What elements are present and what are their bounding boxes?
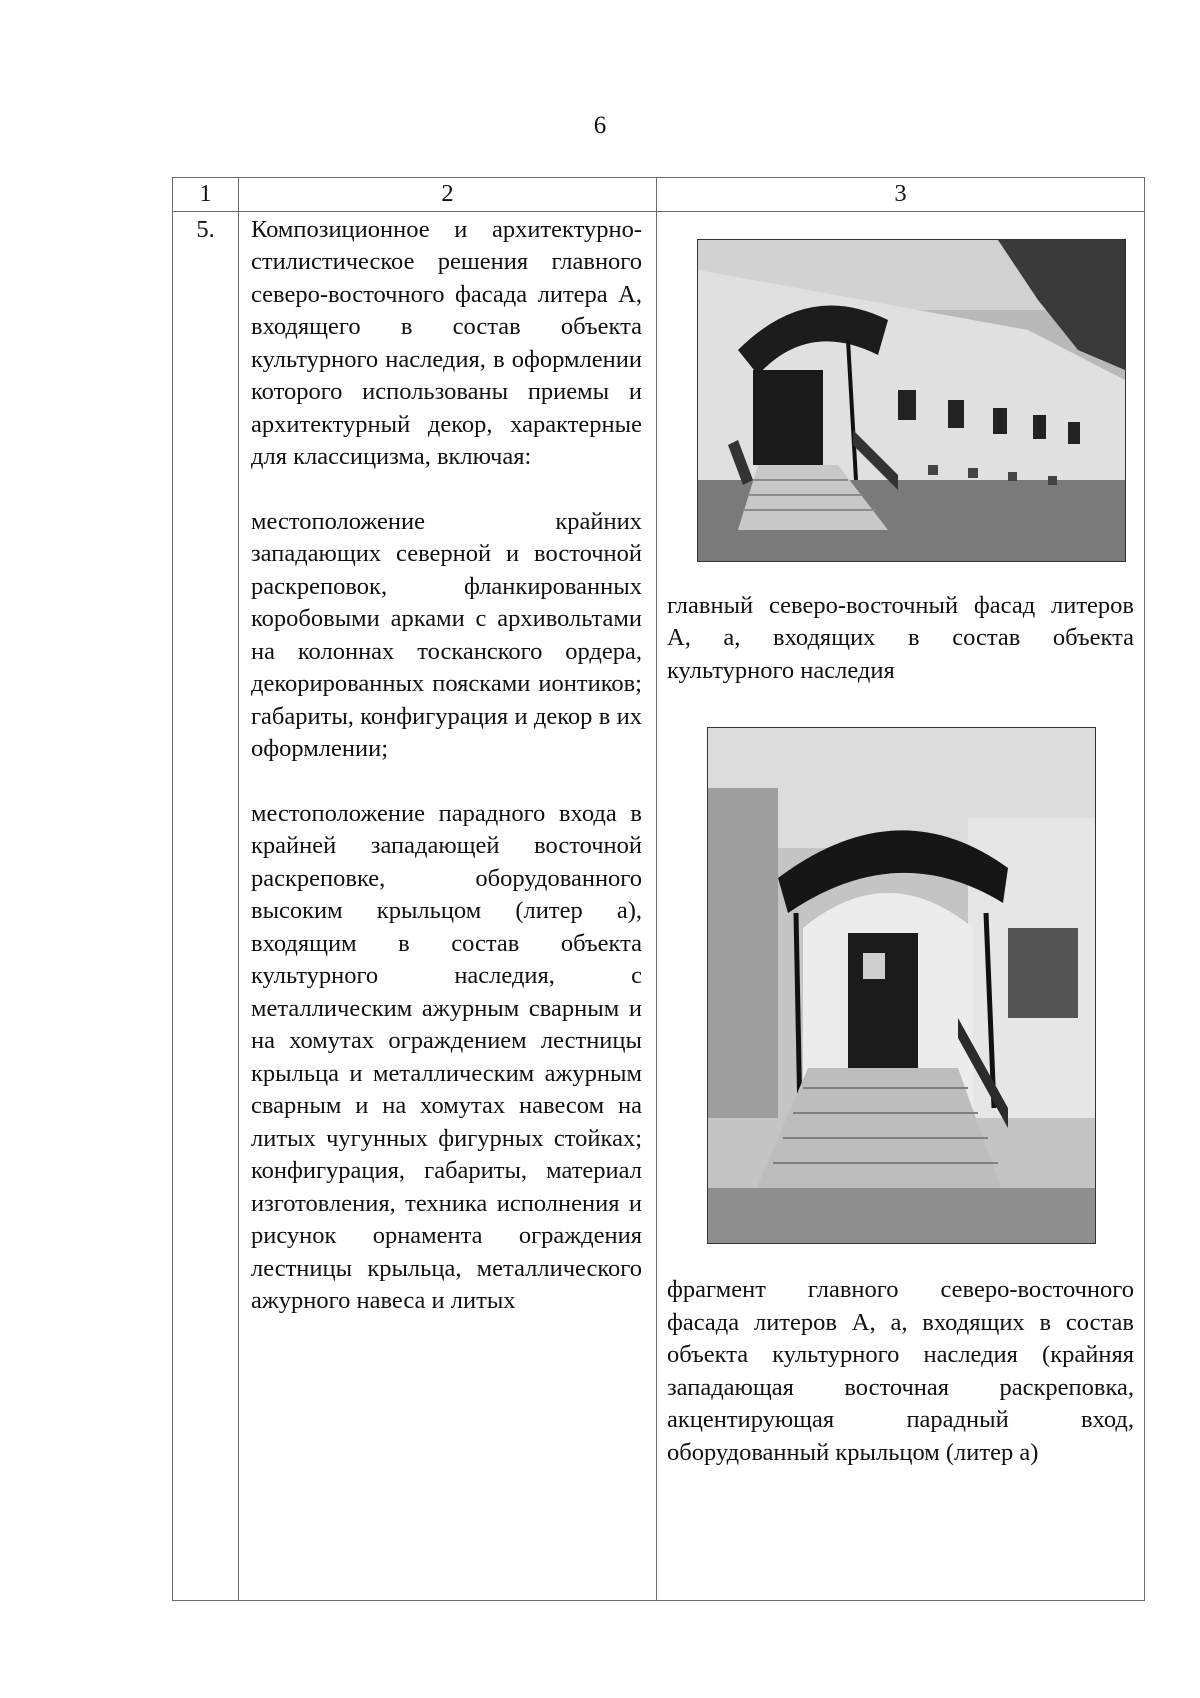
column-header-1: 1 <box>173 178 239 212</box>
monument-description-table <box>172 177 1145 1601</box>
table-row <box>173 211 1145 1601</box>
facade-fragment-photo <box>707 727 1096 1244</box>
description-paragraph: местоположение парадного входа в крайней западающей восточной раскреповке, оборудованного высоким крыльцом (литер а), входящим в состав объекта культурного наследия, с металлическим ажурным сварным и на хомутах ограждением лестницы крыльца и металлическим ажурным сварным и на хомутах навесом на литых чугунных фигурных стойках; конфигурация, габариты, материал изготовления, техника исполнения и рисунок орнамента ограждения лестницы крыльца, металлического ажурного навеса и литых <box>251 799 642 1314</box>
table-header-row <box>173 178 1145 212</box>
photo-caption: главный северо-восточный фасад литеров А, а, входящих в состав объекта культурного наследия <box>667 591 1134 684</box>
feature-description-cell <box>239 211 657 1601</box>
description-paragraph: местоположение крайних западающих северной и восточной раскреповок, фланкированных коробовыми арками с архивольтами на колоннах тосканского ордера, декорированных поясками ионтиков; габариты, конфигурация и декор в их оформлении; <box>251 507 642 762</box>
page-number: 6 <box>593 112 607 139</box>
row-number: 5. <box>173 211 239 1601</box>
facade-photo <box>697 239 1126 562</box>
photo-caption: фрагмент главного северо-восточного фасада литеров А, а, входящих в состав объекта культурного наследия (крайняя западающая восточная раскреповка, акцентирующая парадный вход, оборудованный крыльцом (литер а) <box>667 1276 1134 1466</box>
column-header-2: 2 <box>239 178 657 212</box>
description-paragraph: Композиционное и архитектурно-стилистическое решения главного северо-восточного фасада литера А, входящего в состав объекта культурного наследия, в оформлении которого использованы приемы и архитектурный декор, характерные для классицизма, включая: <box>251 215 642 470</box>
column-header-3: 3 <box>657 178 1145 212</box>
photo-cell <box>657 211 1145 1601</box>
